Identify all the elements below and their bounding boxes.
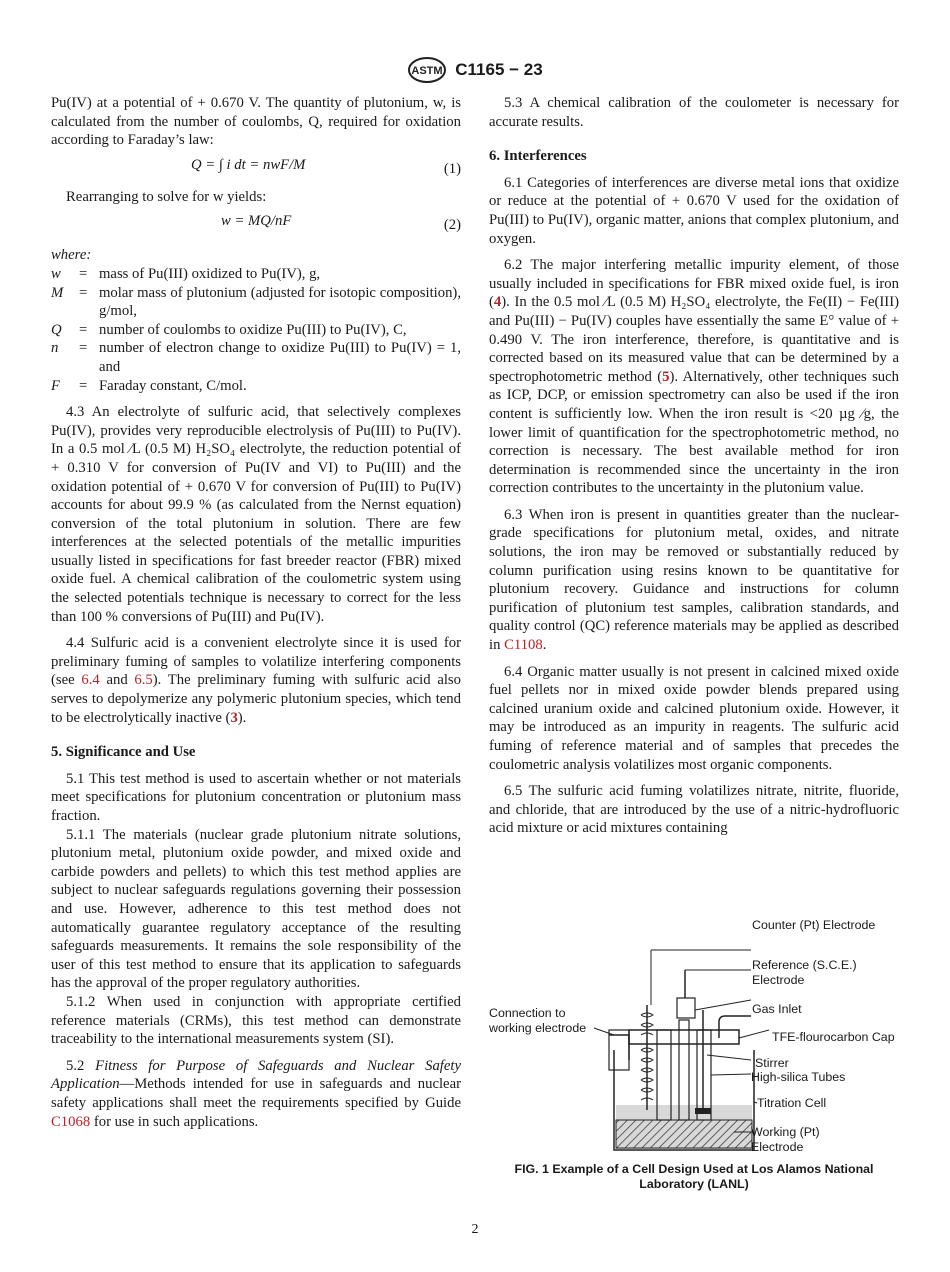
paragraph-4-4 — [51, 634, 461, 727]
paragraph-5-1: 5.1 This test method is used to ascertain whether or not materials meet specifications for plutonium concentration or plutonium mass fraction. — [51, 770, 461, 824]
section-6-5-link[interactable]: 6.5 — [134, 672, 153, 689]
definition-item — [51, 339, 461, 376]
reference-4-link[interactable]: 4 — [493, 294, 502, 311]
label-counter-electrode: Counter (Pt) Electrode — [752, 918, 876, 932]
label-tubes: High-silica Tubes — [751, 1070, 846, 1084]
figure-caption: FIG. 1 Example of a Cell Design Used at Los Alamos National Laboratory (LANL) — [514, 1162, 874, 1191]
label-connection: Connection to working electrode — [489, 1006, 587, 1035]
p44-text-a: 4.4 Sulfuric acid is a convenient electrolyte since it is used for preliminary fuming of samples to volatilize interfering components (see — [51, 635, 461, 689]
astm-logo-icon — [407, 56, 447, 84]
equation-2 — [51, 210, 461, 240]
p63-text-b: . — [542, 637, 547, 654]
section-6-heading: 6. Interferences — [489, 148, 587, 165]
rearrange-text: Rearranging to solve for w yields: — [66, 188, 267, 205]
section-6-4-link[interactable]: 6.4 — [81, 672, 100, 689]
def-equals: = — [79, 340, 88, 357]
page-header — [0, 56, 950, 84]
label-reference-electrode: Reference (S.C.E.) Electrode — [752, 958, 857, 987]
reference-5-link[interactable]: 5 — [662, 368, 670, 385]
p63-text-a: 6.3 When iron is present in quantities greater than the nuclear-grade specifications for plutonium metal, oxides, and nitrate solutions, the iron may be removed or substantially reduced by column purification using resins known to be quantitative for plutonium recovery. Guidance and instructions for column purification of plutonium test samples, calibration standards, and quality control (QC) reference materials may be applied as described in — [489, 506, 899, 654]
label-working-electrode: Working (Pt) Electrode — [751, 1125, 820, 1154]
p62-text-a: 6.2 The major interfering metallic impurity element, of those usually included in specifications for FBR mixed oxide fuel, is iron ( — [489, 257, 899, 311]
definition-list — [51, 265, 461, 395]
definition-item — [51, 284, 461, 321]
p62-text-c: ). Alternatively, other techniques such as ICP, DCP, or emission spectrometry can also be used if the iron content is sufficiently low. When the iron result is <20 µg ⁄g, the lower limit of quantification for the spectrophotometric method, no correction is necessary. The best available method for iron determination is recommended since the uncertainty in the iron correction contributes to the uncertainty in the plutonium value. — [489, 368, 899, 497]
definition-item — [51, 265, 461, 284]
paragraph-5-3: 5.3 A chemical calibration of the coulometer is necessary for accurate results. — [489, 95, 899, 130]
paragraph-5-1-2: 5.1.2 When used in conjunction with appropriate certified reference materials (CRMs), this test method can demonstrate traceability to the international measurements system (SI). — [51, 993, 461, 1048]
guide-c1068-link[interactable]: C1068 — [51, 1113, 91, 1130]
paragraph-6-1: 6.1 Categories of interferences are diverse metal ions that oxidize or reduce at the potential of + 0.670 V used for the oxidation of Pu(III) to Pu(IV), organic matter, anions that complex plutonium, and oxygen. — [489, 174, 899, 247]
label-titration-cell: Titration Cell — [757, 1096, 827, 1110]
def-equals: = — [79, 377, 88, 394]
def-symbol: n — [51, 340, 59, 357]
label-cap: TFE-flourocarbon Cap — [772, 1030, 895, 1044]
label-gas-inlet: Gas Inlet — [752, 1002, 802, 1016]
paragraph-6-5: 6.5 The sulfuric acid fuming volatilizes nitrate, nitrite, fluoride, and chloride, that are introduced by the use of a nitric-hydrofluoric acid mixture or acid mixtures containing — [489, 783, 899, 837]
p52-italic-title: Fitness for Purpose of Safeguards and Nuclear Safety Application — [51, 1057, 462, 1093]
equation-1 — [51, 154, 461, 184]
p44-text-c: ). The preliminary fuming with sulfuric acid also serves to depolymerize any polymeric plutonium species, which tend to be electrolytically inactive ( — [51, 672, 461, 726]
def-symbol: Q — [51, 321, 62, 338]
where-label: where: — [51, 247, 92, 264]
paragraph-6-3 — [489, 506, 899, 655]
p44-text-b: and — [99, 672, 135, 689]
def-text: number of coulombs to oxidize Pu(III) to Pu(IV), C, — [99, 321, 407, 338]
paragraph-5-1-1: 5.1.1 The materials (nuclear grade plutonium nitrate solutions, plutonium metal, plutonium oxide powder, and mixed oxide and carbide powders and pellets) to which this test method applies are subject to nuclear safeguards regulations governing their possession and use. However, adherence to this test method does not automatically guarantee regulatory acceptance of the resulting safeguards measurements. It remains the sole responsibility of the user of this test method to ensure that its application to safeguards has the approval of the proper regulatory authorities. — [51, 826, 461, 992]
paragraph-6-4: 6.4 Organic matter usually is not present in calcined mixed oxide fuel pellets nor in mixed oxide powder blends prepared using calcined uranium oxide and calcined plutonium oxide. However, it may be introduced as an impurity in reagents. The sulfuric acid fuming of reference material and of samples that precedes the coulometric analysis volatilizes most organic components. — [489, 663, 899, 773]
definition-item — [51, 377, 461, 396]
def-symbol: M — [51, 284, 64, 301]
def-symbol: w — [51, 265, 61, 282]
paragraph-6-2 — [489, 256, 899, 498]
svg-text:ASTM: ASTM — [411, 65, 443, 77]
left-column — [51, 94, 461, 1131]
intro-paragraph: Pu(IV) at a potential of + 0.670 V. The quantity of plutonium, w, is calculated from the number of coulombs, Q, required for oxidation according to Faraday’s law: — [51, 95, 461, 149]
def-text: molar mass of plutonium (adjusted for isotopic composition), g/mol, — [99, 284, 461, 320]
page-number: 2 — [471, 1222, 479, 1237]
paragraph-4-3: 4.3 An electrolyte of sulfuric acid, that selectively complexes Pu(IV), provides very reproducible electrolysis of Pu(III) to Pu(IV). In a 0.5 mol ⁄L (0.5 M) H₂SO₄ electrolyte, the reduction potential of + 0.310 V for conversion of Pu(IV and VI) to Pu(III) and the oxidation potential of + 0.670 V for conversion of Pu(III) to Pu(IV) accounts for about 99.9 % (as calculated from the Nernst equation) conversion of the total plutonium in solution. There are few interferences at the selected potentials of the metallic impurities usually listed in specifications for fast breeder reactor (FBR) mixed oxide fuel. A chemical calibration of the coulometric system using the selected potentials technique is necessary to correct for the less than 100 % conversions of Pu(III) and Pu(IV). — [51, 404, 461, 625]
p44-text-d: ). — [237, 709, 247, 726]
p52-text-b: —Methods intended for use in safeguards and nuclear safety applications shall meet the requirements specified by Guide — [51, 1076, 461, 1111]
definition-item — [51, 321, 461, 340]
def-equals: = — [79, 321, 88, 338]
reference-3-link[interactable]: 3 — [230, 709, 238, 726]
def-text: number of electron change to oxidize Pu(III) to Pu(IV) = 1, and — [99, 340, 461, 375]
paragraph-5-2 — [51, 1057, 461, 1131]
p62-text-b: ). In the 0.5 mol ⁄L (0.5 M) H₂SO₄ electrolyte, the Fe(II) − Fe(III) and Pu(III) − Pu(IV) couples have essentially the same E° value of + 0.490 V. The iron interference, therefore, is quantitative and is corrected based on its measured value that can be determined by a spectrophotometric method ( — [489, 294, 899, 385]
equation-1-body: Q = ∫ i dt = nwF/M — [191, 156, 306, 173]
def-equals: = — [79, 265, 88, 282]
def-symbol: F — [51, 377, 60, 394]
equation-1-number: (1) — [443, 160, 461, 177]
label-stirrer: Stirrer — [755, 1056, 789, 1070]
def-text: mass of Pu(III) oxidized to Pu(IV), g, — [99, 265, 321, 282]
p52-text-a: 5.2 — [66, 1057, 96, 1074]
section-5-heading: 5. Significance and Use — [51, 744, 196, 761]
equation-2-number: (2) — [443, 217, 461, 234]
equation-2-body: w = MQ/nF — [221, 213, 292, 230]
def-text: Faraday constant, C/mol. — [99, 377, 247, 394]
standard-code: C1165 − 23 — [455, 60, 543, 79]
guide-c1108-link[interactable]: C1108 — [504, 637, 543, 654]
p52-text-c: for use in such applications. — [90, 1113, 259, 1130]
def-equals: = — [79, 284, 88, 301]
right-column — [489, 94, 899, 838]
